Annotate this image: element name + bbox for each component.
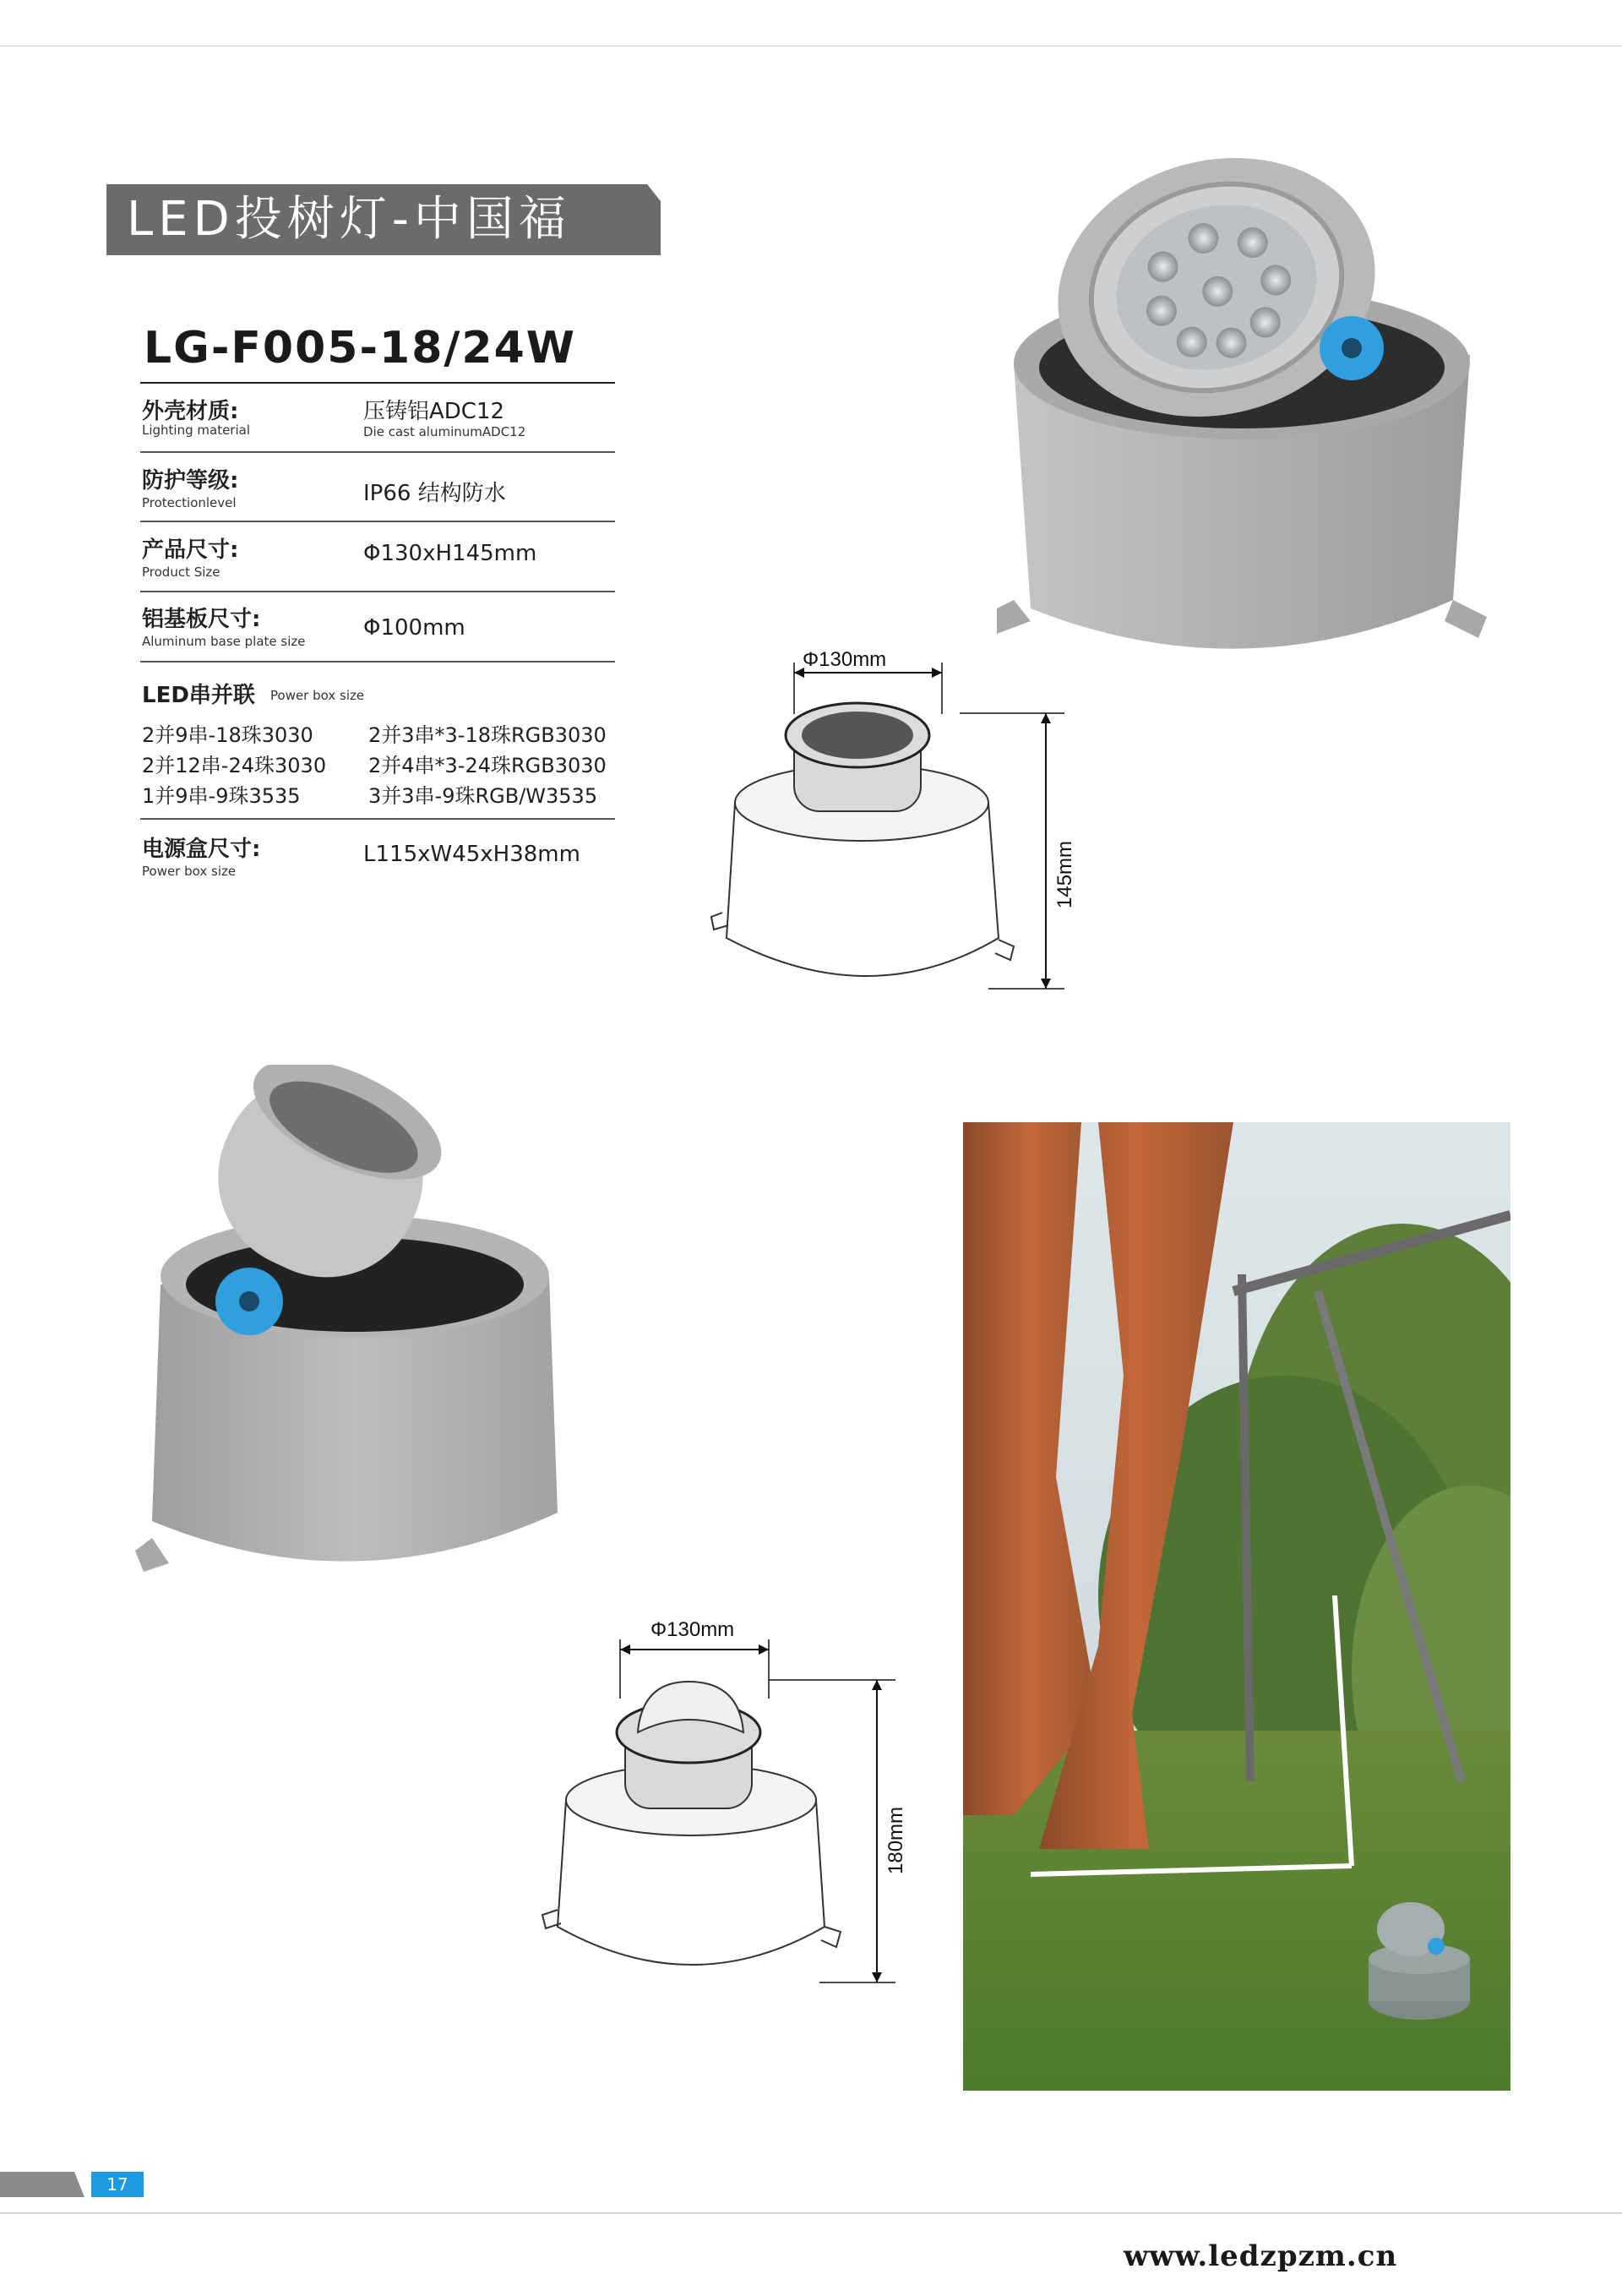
- led-config-label-en: Power box size: [270, 688, 365, 703]
- page-title: LED投树灯-中国福: [127, 192, 571, 247]
- dimension-width-1: Φ130mm: [803, 648, 887, 671]
- dimension-height-1: 145mm: [1053, 840, 1076, 908]
- spec-divider: [140, 521, 615, 522]
- led-option: 3并3串-9珠RGB/W3535: [368, 784, 598, 808]
- footer-rule: [0, 2212, 1622, 2214]
- dimension-drawing-2: [541, 1606, 912, 1994]
- spec-value-baseplate: Φ100mm: [363, 615, 465, 641]
- spec-value-material-en: Die cast aluminumADC12: [363, 424, 526, 439]
- spec-divider: [140, 451, 615, 453]
- spec-value-material: 压铸铝ADC12: [363, 399, 505, 424]
- led-config-label: LED串并联: [142, 683, 255, 708]
- spec-divider: [140, 661, 615, 663]
- spec-label-material-en: Lighting material: [142, 423, 251, 438]
- spec-label-material: 外壳材质:: [142, 399, 239, 424]
- dimension-width-2: Φ130mm: [650, 1618, 735, 1641]
- model-number: LG-F005-18/24W: [144, 323, 577, 374]
- website-url[interactable]: www.ledzpzm.cn: [1124, 2239, 1398, 2273]
- dimension-height-2: 180mm: [884, 1806, 907, 1874]
- spec-label-protection-en: Protectionlevel: [142, 495, 237, 510]
- led-option: 2并3串*3-18珠RGB3030: [368, 723, 607, 747]
- dimension-drawing-1: [710, 642, 1081, 997]
- spec-label-size-en: Product Size: [142, 564, 220, 580]
- power-box-label-en: Power box size: [142, 864, 237, 879]
- led-option: 2并12串-24珠3030: [142, 754, 327, 777]
- page-number: 17: [91, 2172, 144, 2197]
- product-photo-angled: [997, 152, 1504, 693]
- spec-divider: [140, 818, 615, 820]
- power-box-label: 电源盒尺寸:: [142, 837, 261, 862]
- product-photo-tilted: [135, 1065, 574, 1606]
- page-tab-bar: [0, 2172, 84, 2197]
- installation-photo: [963, 1122, 1510, 2091]
- led-option: 2并4串*3-24珠RGB3030: [368, 754, 607, 777]
- spec-divider: [140, 382, 615, 384]
- led-option: 1并9串-9珠3535: [142, 784, 301, 808]
- spec-value-protection: IP66 结构防水: [363, 481, 506, 506]
- spec-label-baseplate-en: Aluminum base plate size: [142, 634, 306, 649]
- spec-value-size: Φ130xH145mm: [363, 541, 537, 566]
- spec-label-size: 产品尺寸:: [142, 537, 239, 563]
- spec-label-protection: 防护等级:: [142, 468, 239, 494]
- led-option: 2并9串-18珠3030: [142, 723, 313, 747]
- spec-label-baseplate: 铝基板尺寸:: [142, 607, 261, 632]
- power-box-value: L115xW45xH38mm: [363, 842, 580, 867]
- spec-divider: [140, 591, 615, 592]
